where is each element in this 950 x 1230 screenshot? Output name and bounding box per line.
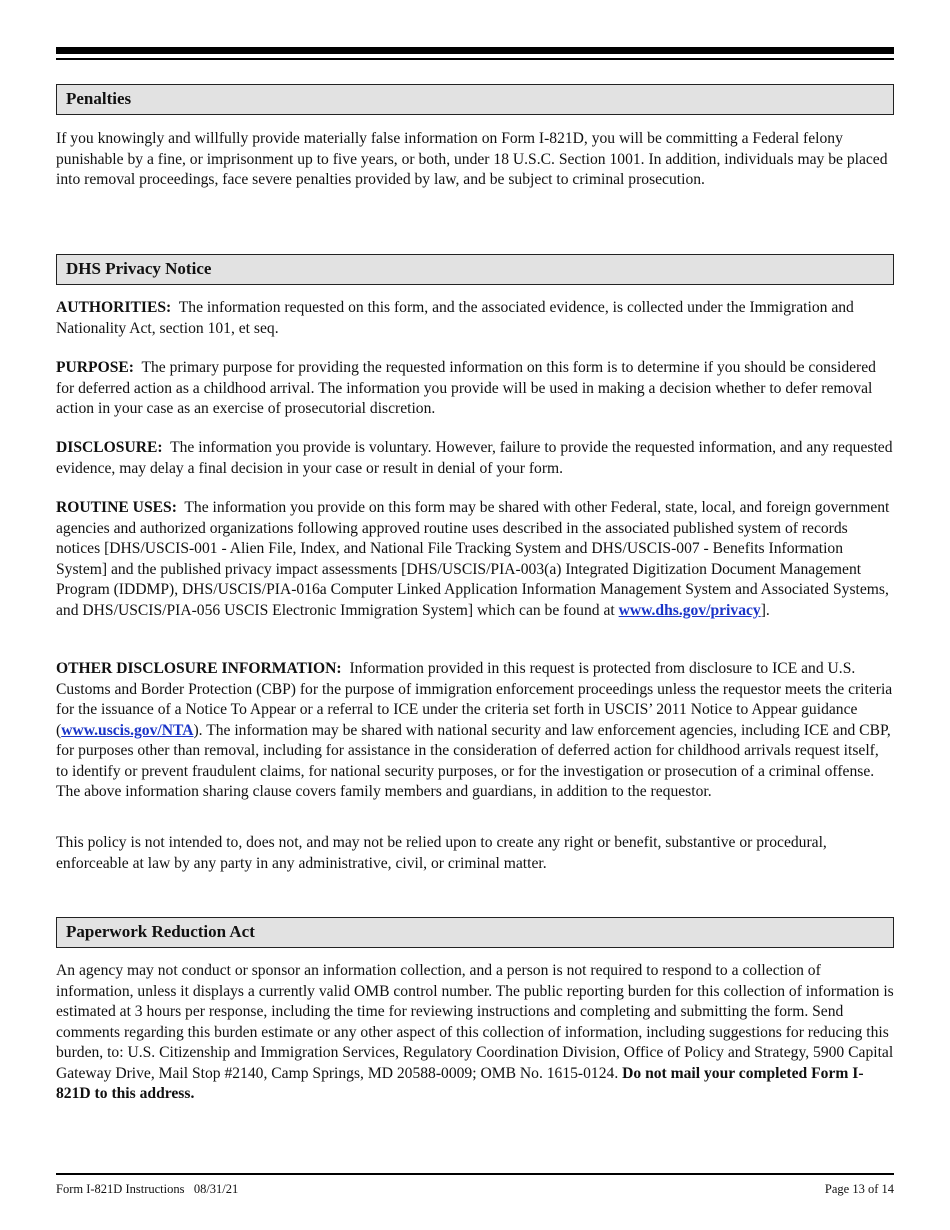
paperwork-heading: Paperwork Reduction Act <box>56 917 894 948</box>
paperwork-paragraph <box>56 961 894 1105</box>
disclosure-paragraph <box>56 438 894 479</box>
paperwork-bold-notice: Do not mail your completed Form I-821D to this address. <box>56 1064 864 1102</box>
penalties-heading: Penalties <box>56 84 894 115</box>
purpose-text: The primary purpose for providing the requested information on this form is to determine if you should be considered for deferred action as a childhood arrival. The information you provide will be used in making a decision whether to defer removal action in your case as an exercise of prosecutorial discretion. <box>56 359 876 417</box>
header-rule-thick <box>56 47 894 54</box>
other-disclosure-paragraph <box>56 659 894 803</box>
footer-form-id: Form I-821D Instructions 08/31/21 <box>56 1182 239 1196</box>
routine-uses-end: ]. <box>760 601 770 619</box>
routine-uses-label: ROUTINE USES: <box>56 499 177 516</box>
purpose-label: PURPOSE: <box>56 359 134 376</box>
authorities-text: The information requested on this form, and the associated evidence, is collected under the Immigration and Nationality Act, section 101, et seq. <box>56 299 854 337</box>
purpose-paragraph <box>56 358 894 420</box>
footer-rule <box>56 1173 894 1175</box>
other-disclosure-text-2: ). The information may be shared with national security and law enforcement agencies, including ICE and CBP, for purposes other than removal, including for assistance in the consideration of deferred action for childhood arrivals request itself, to identify or prevent fraudulent claims, for national security purposes, or for the investigation or prosecution of a criminal offense. The above information sharing clause covers family members and guardians, in addition to the requestor. <box>56 721 891 800</box>
routine-uses-text: The information you provide on this form may be shared with other Federal, state, local, and foreign government agencies and authorized organizations following approved routine uses described in the associated published system of records notices [DHS/USCIS-001 - Alien File, Index, and National File Tracking System and DHS/USCIS-007 - Benefits Information System] and the published privacy impact assessments [DHS/USCIS/PIA-003(a) Integrated Digitization Document Management Program (IDDMP), DHS/USCIS/PIA-016a Computer Linked Application Information Management System and Associated Systems, and DHS/USCIS/PIA-056 USCIS Electronic Immigration System] which can be found at <box>56 499 890 619</box>
paperwork-body: An agency may not conduct or sponsor an information collection, and a person is not required to respond to a collection of information, unless it displays a currently valid OMB control number. The public reporting burden for this collection of information is estimated at 3 hours per response, including the time for reviewing instructions and completing and submitting the form. Send comments regarding this burden estimate or any other aspect of this collection of information, including suggestions for reducing this burden, to: U.S. Citizenship and Immigration Services, Regulatory Coordination Division, Office of Policy and Strategy, 5900 Capital Gateway Drive, Mail Stop #2140, Camp Springs, MD 20588-0009; OMB No. 1615-0124. <box>56 962 894 1082</box>
dhs-privacy-link[interactable]: www.dhs.gov/privacy <box>618 601 761 619</box>
other-disclosure-label: OTHER DISCLOSURE INFORMATION: <box>56 660 342 677</box>
penalties-body: If you knowingly and willfully provide materially false information on Form I-821D, you will be committing a Federal felony punishable by a fine, or imprisonment up to five years, or both, under 18 U.S.C. Section 1001. In addition, individuals may be placed into removal proceedings, face severe penalties provided by law, and be subject to criminal prosecution. <box>56 130 888 188</box>
disclosure-label: DISCLOSURE: <box>56 439 163 456</box>
footer-page-number: Page 13 of 14 <box>824 1182 894 1196</box>
authorities-paragraph <box>56 298 894 339</box>
disclosure-text: The information you provide is voluntary. However, failure to provide the requested information, and any requested evidence, may delay a final decision in your case or result in denial of your form. <box>56 439 893 477</box>
routine-uses-paragraph <box>56 498 894 621</box>
policy-paragraph: This policy is not intended to, does not, and may not be relied upon to create any right or benefit, substantive or procedural, enforceable at law by any party in any administrative, civil, or criminal matter. <box>56 834 827 872</box>
privacy-heading: DHS Privacy Notice <box>56 254 894 285</box>
other-disclosure-text-1: Information provided in this request is protected from disclosure to ICE and U.S. Customs and Border Protection (CBP) for the purpose of immigration enforcement proceedings unless the requestor meets the criteria for the issuance of a Notice To Appear or a referral to ICE under the criteria set forth in USCIS’ 2011 Notice to Appear guidance ( <box>56 660 893 739</box>
uscis-nta-link[interactable]: www.uscis.gov/NTA <box>61 721 194 739</box>
header-rule-thin <box>56 58 894 60</box>
authorities-label: AUTHORITIES: <box>56 299 172 316</box>
